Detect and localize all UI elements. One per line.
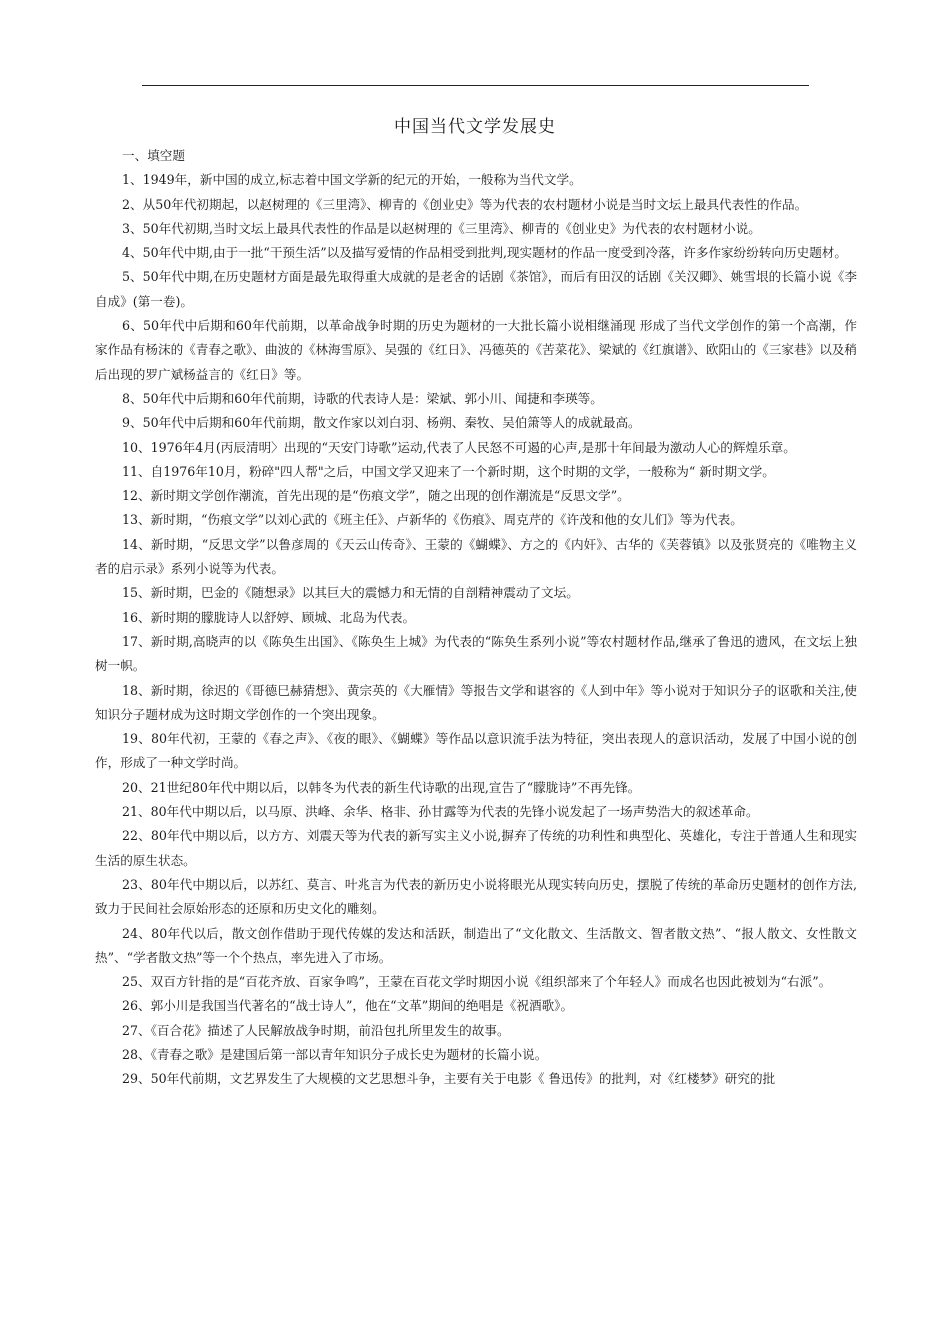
list-item: 27、《百合花》描述了人民解放战争时期，前沿包扎所里发生的故事。 [122,1022,510,1038]
list-item: 10、1976年4月(丙辰清明〉出现的“天安门诗歌”运动,代表了人民怒不可遏的心声,是那十年间最为激动人心的辉煌乐章。 [122,439,796,455]
list-item: 25、双百方针指的是“百花齐放、百家争鸣”，王蒙在百花文学时期因小说《组织部来了个年轻人》而成名也因此被划为“右派”。 [122,974,832,990]
page-title: 中国当代文学发展史 [394,117,556,137]
list-item: 21、80年代中期以后，以马原、洪峰、余华、格非、孙甘露等为代表的先锋小说发起了一场声势浩大的叙述革命。 [122,804,759,820]
list-item: 11、自1976年10月，粉碎"四人帮"之后，中国文学又迎来了一个新时期，这个时期的文学，一般称为“ 新时期文学。 [122,463,775,479]
list-item: 29、50年代前期，文艺界发生了大规模的文艺思想斗争，主要有关于电影《 鲁迅传》的批判，对《红楼梦》研究的批 [122,1071,776,1087]
list-item: 9、50年代中后期和60年代前期，散文作家以刘白羽、杨朔、秦牧、吴伯箫等人的成就最高。 [122,415,641,431]
list-item: 3、50年代初期,当时文坛上最具代表性的作品是以赵树理的《三里湾》、柳青的《创业史》为代表的农村题材小说。 [122,220,761,236]
list-item: 17、新时期,高晓声的以《陈奂生出国》、《陈奂生上城》为代表的“陈奂生系列小说”等农村题材作品,继承了鲁迅的遗风，在文坛上独树一帜。 [95,633,857,674]
list-item: 18、新时期，徐迟的《哥德巳赫猜想》、黄宗英的《大雁情》等报告文学和谌容的《人到中年》等小说对于知识分子的讴歌和关注,使知识分子题材成为这时期文学创作的一个突出现象。 [95,682,857,722]
list-item: 28、《青春之歌》是建国后第一部以青年知识分子成长史为题材的长篇小说。 [122,1046,548,1062]
header-rule [142,85,809,86]
section-heading: 一、填空题 [122,148,185,163]
list-item: 12、新时期文学创作潮流，首先出现的是“伤痕文学”，随之出现的创作潮流是“反思文学”。 [122,488,630,504]
list-item: 1、1949年，新中国的成立,标志着中国文学新的纪元的开始，一般称为当代文学。 [122,172,582,188]
list-item: 19、80年代初，王蒙的《春之声》、《夜的眼》、《蝴蝶》等作品以意识流手法为特征，突出表现人的意识活动，发展了中国小说的创作，形成了一种文学时尚。 [95,731,857,771]
list-item: 26、郭小川是我国当代著名的“战士诗人”，他在“文革”期间的绝唱是《祝酒歌》。 [122,998,574,1014]
document-body [95,144,857,1092]
list-item: 24、80年代以后，散文创作借助于现代传媒的发达和活跃，制造出了“文化散文、生活散文、智者散文热”、“报人散文、女性散文热”、“学者散文热”等一个个热点，率先进入了市场。 [95,925,857,965]
list-item: 15、新时期，巴金的《随想录》以其巨大的震憾力和无情的自剖精神震动了文坛。 [122,585,579,601]
list-item: 20、21世纪80年代中期以后，以韩冬为代表的新生代诗歌的出现,宣告了“朦胧诗”不再先锋。 [122,779,641,795]
list-item: 22、80年代中期以后，以方方、刘震天等为代表的新写实主义小说,摒弃了传统的功利性和典型化、英雄化，专注于普通人生和现实生活的原生状态。 [95,828,857,868]
list-item: 5、50年代中期,在历史题材方面是最先取得重大成就的是老舍的话剧《茶馆》，而后有田汉的话剧《关汉卿》、姚雪垠的长篇小说《李自成》(第一卷)。 [95,269,857,309]
list-item: 13、新时期，“伤痕文学”以刘心武的《班主任》、卢新华的《伤痕》、周克芹的《许茂和他的女儿们》等为代表。 [122,512,743,528]
list-item: 6、50年代中后期和60年代前期，以革命战争时期的历史为题材的一大批长篇小说相继涌现 形成了当代文学创作的第一个高潮，作家作品有杨沫的《青春之歌》、曲波的《林海雪原》、吴强的《红日》、冯德英的《苦菜花》、梁斌的《红旗谱》、欧阳山的《三家巷》以及稍后出现的罗广斌杨益言的《红日》等。 [95,318,857,382]
list-item: 16、新时期的朦胧诗人以舒婷、顾城、北岛为代表。 [122,609,416,625]
list-item: 2、从50年代初期起，以赵树理的《三里湾》、柳青的《创业史》等为代表的农村题材小说是当时文坛上最具代表性的作品。 [122,196,808,212]
list-item: 14、新时期，“反思文学”以鲁彦周的《天云山传奇》、王蒙的《蝴蝶》、方之的《内奸》、古华的《芙蓉镇》以及张贤亮的《唯物主义者的启示录》系列小说等为代表。 [95,536,857,577]
list-item: 23、80年代中期以后，以苏红、莫言、叶兆言为代表的新历史小说将眼光从现实转向历史，摆脱了传统的革命历史题材的创作方法,致力于民间社会原始形态的还原和历史文化的雕刻。 [95,876,857,917]
list-item: 4、50年代中期,由于一批“干预生活”以及描写爱情的作品相受到批判,现实题材的作品一度受到冷落，许多作家纷纷转向历史题材。 [122,245,847,261]
list-item: 8、50年代中后期和60年代前期，诗歌的代表诗人是：梁斌、郭小川、闻捷和李瑛等。 [122,390,603,406]
